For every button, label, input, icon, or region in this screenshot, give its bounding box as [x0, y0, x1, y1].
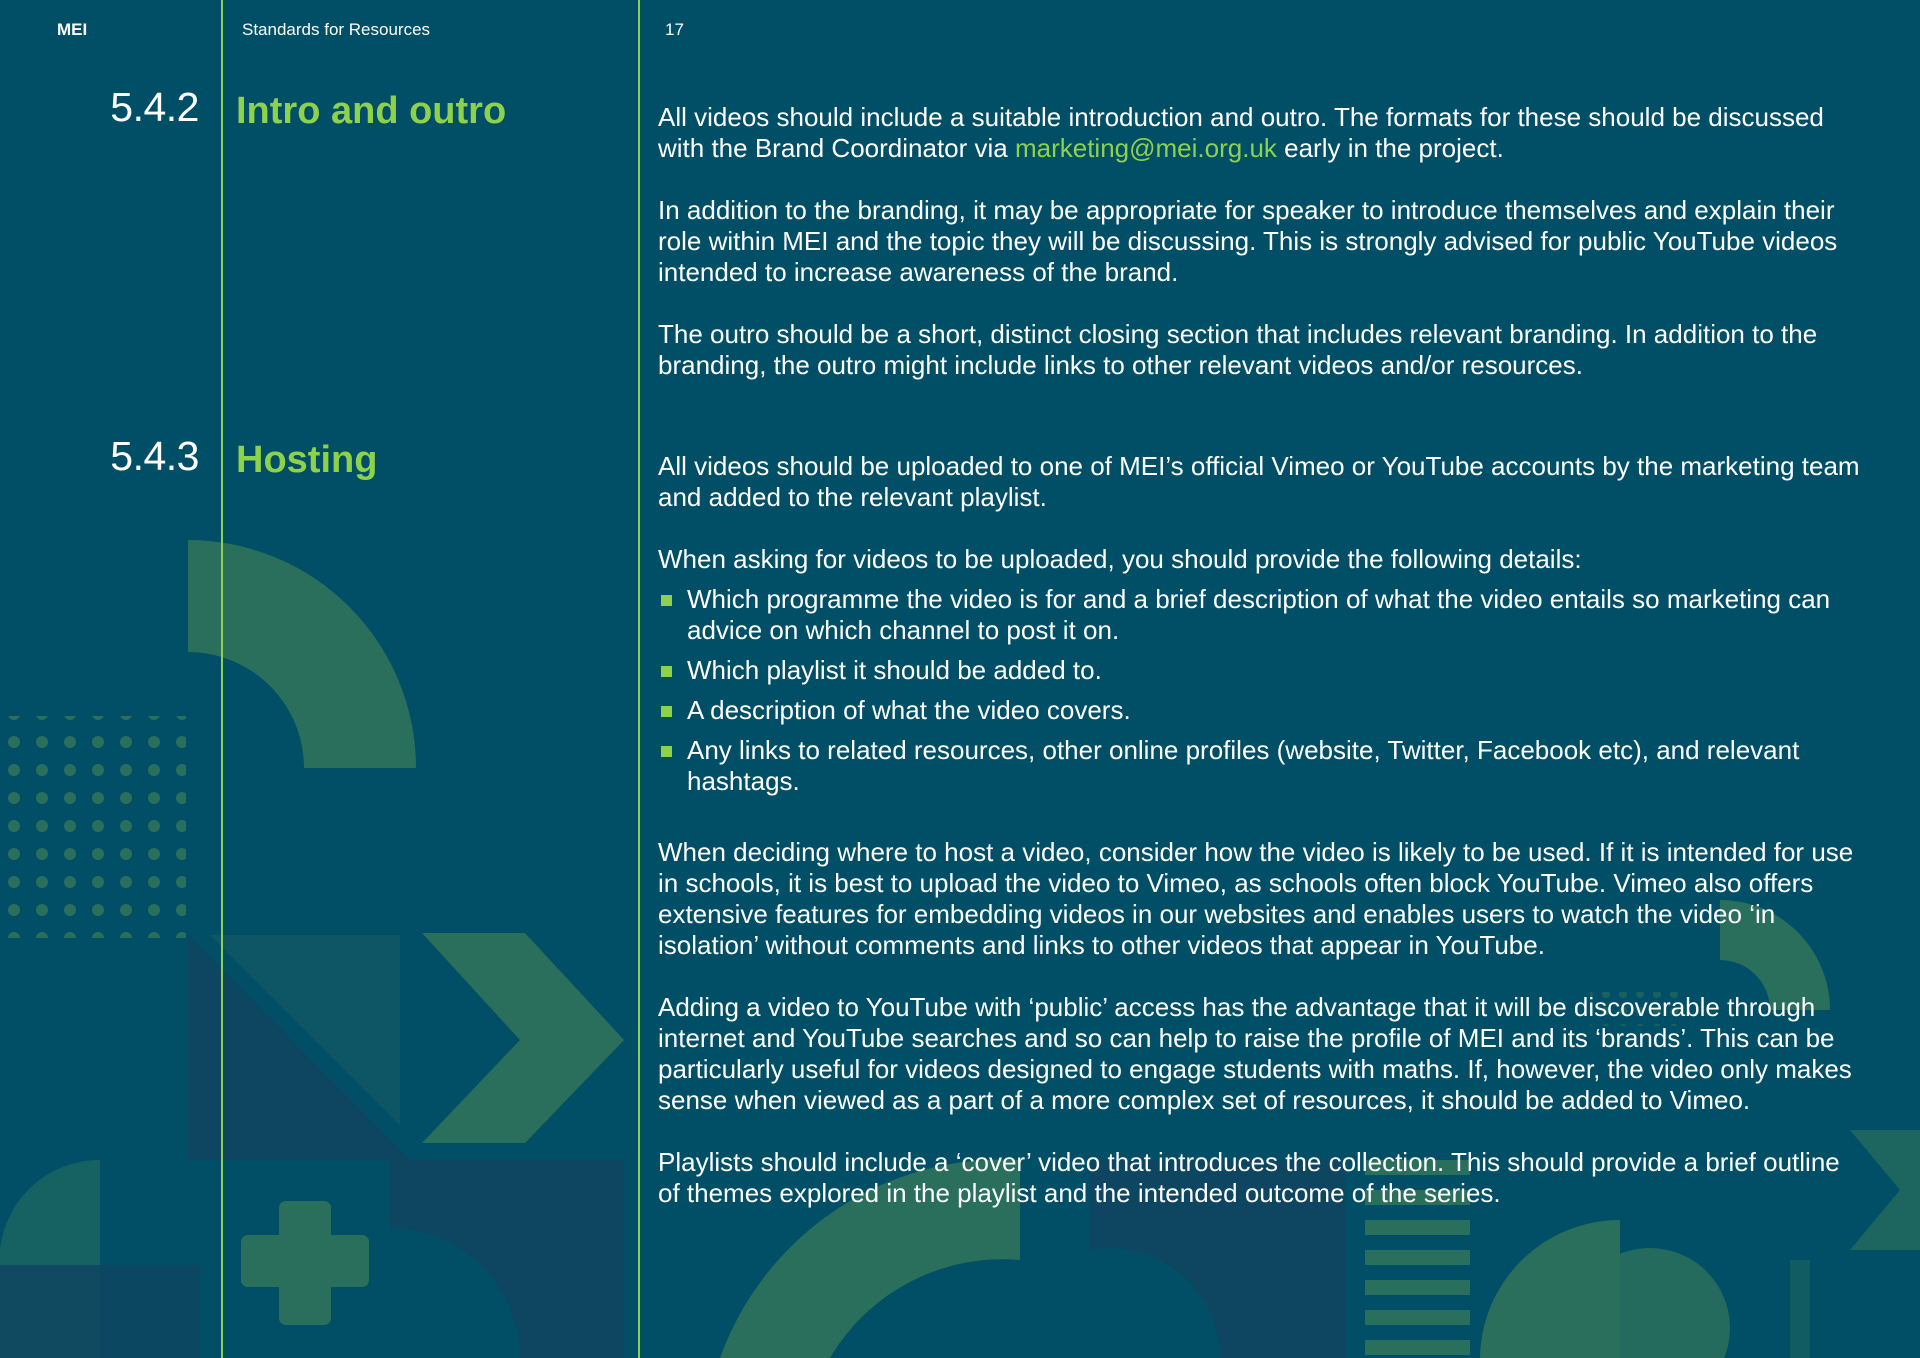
bullet-square-icon: [661, 706, 672, 717]
right-divider-line: [638, 0, 640, 1358]
paragraph: All videos should include a suitable introduction and outro. The formats for these should be discussed with the Brand Coordinator via marketing@mei.org.uk early in the project.: [658, 102, 1824, 163]
section-title: Hosting: [236, 439, 378, 481]
quarter-shape: [390, 1160, 624, 1358]
list-item: Which programme the video is for and a brief description of what the video entails so marketing can advice on which channel to post it on.: [658, 584, 1863, 646]
section-number: 5.4.3: [110, 433, 199, 479]
dark-block-shape: [0, 1265, 200, 1358]
paragraph: When asking for videos to be uploaded, you should provide the following details:: [658, 544, 1582, 574]
brand-label: MEI: [57, 20, 88, 39]
bullet-square-icon: [661, 746, 672, 757]
list-item: Which playlist it should be added to.: [658, 655, 1863, 686]
stripes-right-shape: [1790, 1260, 1810, 1358]
details-list: [658, 584, 1863, 797]
email-link[interactable]: marketing@mei.org.uk: [1014, 133, 1277, 163]
section-number: 5.4.2: [110, 84, 199, 130]
plus-shape: [248, 1208, 362, 1318]
left-divider-line: [221, 0, 223, 1358]
section-body: [658, 102, 1863, 381]
section-title: Intro and outro: [236, 90, 507, 132]
paragraph: Adding a video to YouTube with ‘public’ access has the advantage that it will be discoverable through internet and YouTube searches and so can help to raise the profile of MEI and its ‘brands’. This can be particularly useful for videos designed to engage students with maths. If, however, the video only makes sense when viewed as a part of a more complex set of resources, it should be added to Vimeo.: [658, 992, 1852, 1115]
dot-grid-shape: [0, 716, 186, 938]
document-title: Standards for Resources: [242, 20, 431, 39]
section-body: [658, 451, 1863, 1209]
list-item: Any links to related resources, other online profiles (website, Twitter, Facebook etc), and relevant hashtags.: [658, 735, 1863, 797]
paragraph: When deciding where to host a video, consider how the video is likely to be used. If it is intended for use in schools, it is best to upload the video to Vimeo, as schools often block YouTube. Vimeo also offers extensive features for embedding videos in our websites and enables users to watch the video ‘in isolation’ without comments and links to other videos that appear in YouTube.: [658, 837, 1854, 960]
list-item: A description of what the video covers.: [658, 695, 1863, 726]
paragraph: In addition to the branding, it may be appropriate for speaker to introduce themselves and explain their role within MEI and the topic they will be discussing. This is strongly advised for public YouTube videos intended to increase awareness of the brand.: [658, 195, 1838, 287]
bullet-square-icon: [661, 666, 672, 677]
paragraph: All videos should be uploaded to one of MEI’s official Vimeo or YouTube accounts by the marketing team and added to the relevant playlist.: [658, 451, 1860, 512]
page-number: 17: [665, 20, 684, 39]
paragraph: The outro should be a short, distinct closing section that includes relevant branding. In addition to the branding, the outro might include links to other relevant videos and/or resources.: [658, 319, 1818, 380]
bullet-square-icon: [661, 595, 672, 606]
paragraph: Playlists should include a ‘cover’ video that introduces the collection. This should provide a brief outline of themes explored in the playlist and the intended outcome of the series.: [658, 1147, 1840, 1208]
chevron-shape: [422, 933, 624, 1143]
